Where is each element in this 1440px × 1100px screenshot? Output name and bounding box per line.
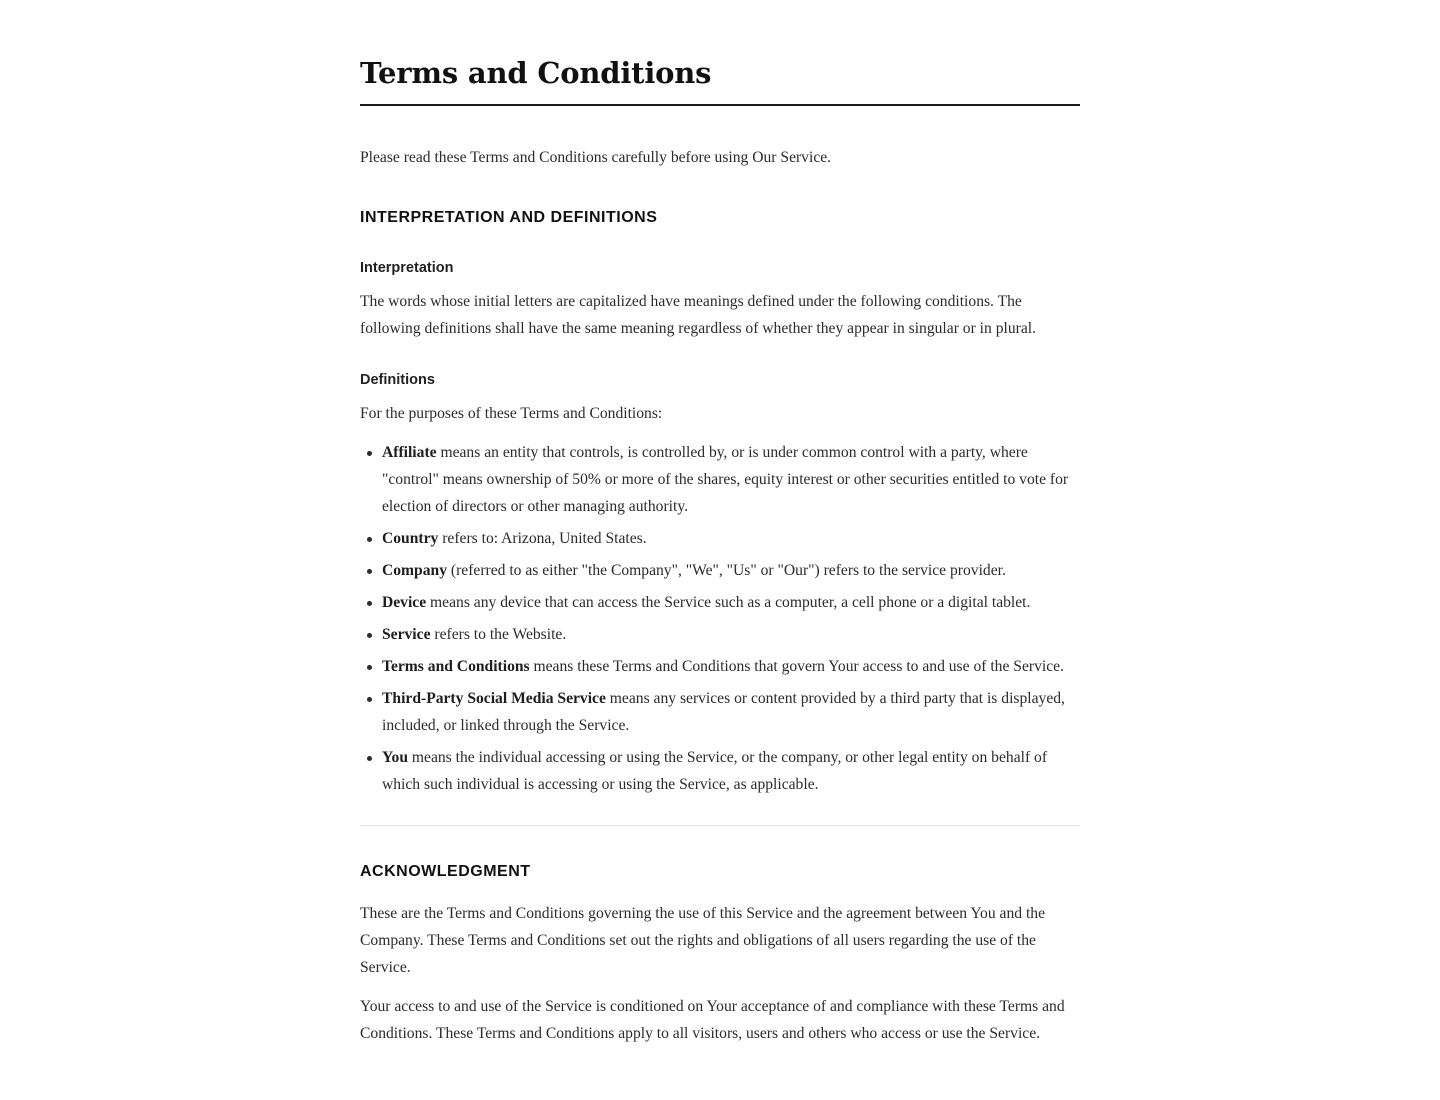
bullet-icon xyxy=(367,569,372,574)
bullet-icon xyxy=(367,697,372,702)
list-item xyxy=(382,557,1080,584)
bullet-icon xyxy=(367,451,372,456)
definition-term: Terms and Conditions xyxy=(382,658,530,675)
definition-text: means any device that can access the Service such as a computer, a cell phone or a digital tablet. xyxy=(426,594,1031,611)
definitions-list xyxy=(360,439,1080,798)
section-heading-interpretation-definitions: INTERPRETATION AND DEFINITIONS xyxy=(360,209,658,226)
definition-term: Device xyxy=(382,594,427,611)
definition-term: Affiliate xyxy=(382,444,437,461)
acknowledgment-paragraph: These are the Terms and Conditions governing the use of this Service and the agreement between You and the Company. These Terms and Conditions set out the rights and obligations of all users regarding the use of the Service. xyxy=(360,905,1045,976)
list-item xyxy=(382,653,1080,680)
page-title: Terms and Conditions xyxy=(360,56,1080,106)
definition-text: means an entity that controls, is controlled by, or is under common control with a party, where "control" means ownership of 50% or more of the shares, equity interest or other securities entitled to vote for election of directors or other managing authority. xyxy=(382,444,1069,515)
bullet-icon xyxy=(367,665,372,670)
definition-text: means these Terms and Conditions that govern Your access to and use of the Service. xyxy=(529,658,1064,675)
definition-text: refers to the Website. xyxy=(430,626,567,643)
acknowledgment-paragraph: Your access to and use of the Service is conditioned on Your acceptance of and compliance with these Terms and Conditions. These Terms and Conditions apply to all visitors, users and others who access or use the Service. xyxy=(360,998,1065,1042)
bullet-icon xyxy=(367,756,372,761)
section-heading-acknowledgment: ACKNOWLEDGMENT xyxy=(360,863,531,880)
list-item xyxy=(382,439,1080,520)
definition-term: Service xyxy=(382,626,431,643)
interpretation-paragraph: The words whose initial letters are capitalized have meanings defined under the following conditions. The following definitions shall have the same meaning regardless of whether they appear in singular or in plural. xyxy=(360,293,1036,337)
definition-text: (referred to as either "the Company", "We", "Us" or "Our") refers to the service provider. xyxy=(447,562,1006,579)
definitions-intro: For the purposes of these Terms and Conditions: xyxy=(360,405,663,422)
bullet-icon xyxy=(367,537,372,542)
list-item xyxy=(382,744,1080,798)
list-item xyxy=(382,589,1080,616)
list-item xyxy=(382,621,1080,648)
list-item xyxy=(382,525,1080,552)
definition-text: means any services or content provided by a third party that is displayed, included, or linked through the Service. xyxy=(382,690,1065,734)
subheading-definitions: Definitions xyxy=(360,372,435,388)
section-divider xyxy=(360,825,1080,826)
subheading-interpretation: Interpretation xyxy=(360,260,454,276)
bullet-icon xyxy=(367,601,372,606)
definition-text: refers to: Arizona, United States. xyxy=(438,530,647,547)
definition-term: Company xyxy=(382,562,447,579)
intro-paragraph: Please read these Terms and Conditions carefully before using Our Service. xyxy=(360,149,832,166)
definition-text: means the individual accessing or using the Service, or the company, or other legal entity on behalf of which such individual is accessing or using the Service, as applicable. xyxy=(382,749,1048,793)
definition-term: Country xyxy=(382,530,439,547)
definition-term: You xyxy=(382,749,409,766)
terms-document xyxy=(360,0,1080,1047)
bullet-icon xyxy=(367,633,372,638)
list-item xyxy=(382,685,1080,739)
definition-term: Third-Party Social Media Service xyxy=(382,690,606,707)
